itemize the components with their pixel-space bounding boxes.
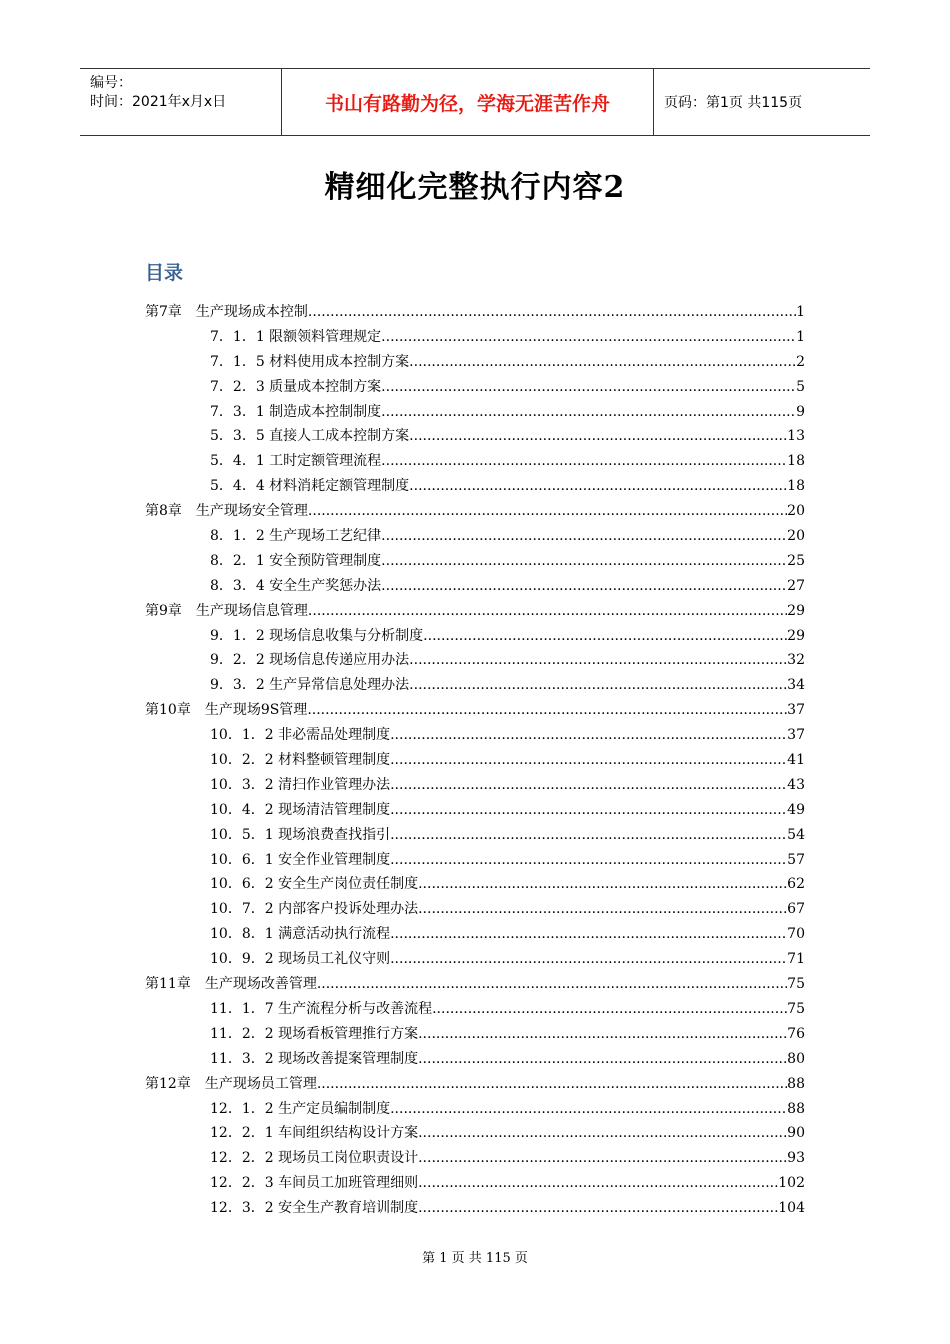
toc-leader-dots xyxy=(381,400,796,425)
toc-section-entry[interactable] xyxy=(145,872,805,897)
toc-leader-dots xyxy=(390,748,787,773)
toc-chapter-entry[interactable] xyxy=(145,698,805,723)
toc-page-number: 104 xyxy=(778,1200,805,1217)
toc-section-entry[interactable] xyxy=(145,848,805,873)
toc-page-number: 62 xyxy=(787,876,805,893)
toc-page-number: 67 xyxy=(787,901,805,918)
toc-page-number: 34 xyxy=(787,677,805,694)
toc-section-entry[interactable] xyxy=(145,922,805,947)
toc-leader-dots xyxy=(381,574,787,599)
toc-page-number: 57 xyxy=(787,851,805,868)
toc-entry-title: 10．5．1 现场浪费查找指引 xyxy=(210,826,391,843)
toc-entry-title: 12．2．2 现场员工岗位职责设计 xyxy=(210,1150,419,1167)
toc-section-entry[interactable] xyxy=(145,1196,805,1221)
toc-entry-title: 第12章 生产现场员工管理 xyxy=(145,1075,317,1092)
toc-entry-title: 10．6．1 安全作业管理制度 xyxy=(210,851,391,868)
toc-leader-dots xyxy=(423,624,787,649)
toc-leader-dots xyxy=(308,300,796,325)
toc-entry-title: 11．3．2 现场改善提案管理制度 xyxy=(210,1050,419,1067)
page-footer: 第 1 页 共 115 页 xyxy=(422,1251,528,1266)
toc-leader-dots xyxy=(390,723,787,748)
toc-page-number: 20 xyxy=(787,528,805,545)
toc-entry-title: 11．1．7 生产流程分析与改善流程 xyxy=(210,1000,433,1017)
toc-leader-dots xyxy=(418,897,787,922)
toc-page-number: 18 xyxy=(787,478,805,495)
toc-page-number: 93 xyxy=(787,1150,805,1167)
toc-section-entry[interactable] xyxy=(145,350,805,375)
toc-page-number: 70 xyxy=(787,926,805,943)
toc-section-entry[interactable] xyxy=(145,1146,805,1171)
toc-chapter-entry[interactable] xyxy=(145,599,805,624)
toc-leader-dots xyxy=(381,325,796,350)
toc-chapter-entry[interactable] xyxy=(145,1072,805,1097)
toc-section-entry[interactable] xyxy=(145,1121,805,1146)
toc-page-number: 37 xyxy=(787,702,805,719)
toc-entry-title: 8．2．1 安全预防管理制度 xyxy=(210,552,382,569)
toc-section-entry[interactable] xyxy=(145,673,805,698)
toc-section-entry[interactable] xyxy=(145,1047,805,1072)
toc-section-entry[interactable] xyxy=(145,449,805,474)
toc-section-entry[interactable] xyxy=(145,1097,805,1122)
toc-entry-title: 8．3．4 安全生产奖惩办法 xyxy=(210,577,382,594)
toc-page-number: 71 xyxy=(787,951,805,968)
toc-section-entry[interactable] xyxy=(145,474,805,499)
toc-leader-dots xyxy=(317,972,787,997)
toc-section-entry[interactable] xyxy=(145,773,805,798)
toc-section-entry[interactable] xyxy=(145,1171,805,1196)
toc-chapter-entry[interactable] xyxy=(145,972,805,997)
toc-page-number: 20 xyxy=(787,503,805,520)
toc-page-number: 1 xyxy=(796,328,805,345)
toc-chapter-entry[interactable] xyxy=(145,300,805,325)
toc-entry-title: 第11章 生产现场改善管理 xyxy=(145,976,317,993)
toc-section-entry[interactable] xyxy=(145,897,805,922)
toc-leader-dots xyxy=(381,375,796,400)
toc-leader-dots xyxy=(381,449,787,474)
toc-entry-title: 第10章 生产现场9S管理 xyxy=(145,702,308,719)
toc-section-entry[interactable] xyxy=(145,549,805,574)
toc-leader-dots xyxy=(390,798,787,823)
toc-entry-title: 10．3．2 清扫作业管理办法 xyxy=(210,776,391,793)
toc-leader-dots xyxy=(390,773,787,798)
header-meta xyxy=(80,69,282,135)
toc-leader-dots xyxy=(418,1146,787,1171)
toc-page-number: 75 xyxy=(787,976,805,993)
toc-page-number: 29 xyxy=(787,627,805,644)
toc-section-entry[interactable] xyxy=(145,400,805,425)
toc-section-entry[interactable] xyxy=(145,748,805,773)
toc-leader-dots xyxy=(418,1121,787,1146)
toc-entry-title: 7．2．3 质量成本控制方案 xyxy=(210,378,382,395)
toc-leader-dots xyxy=(308,499,787,524)
toc-section-entry[interactable] xyxy=(145,624,805,649)
toc-leader-dots xyxy=(381,524,787,549)
toc-entry-title: 10．1．2 非必需品处理制度 xyxy=(210,727,391,744)
header-page-info: 页码：第1页 共115页 xyxy=(664,95,803,111)
toc-entry-title: 7．1．5 材料使用成本控制方案 xyxy=(210,353,410,370)
toc-leader-dots xyxy=(381,549,787,574)
toc-leader-dots xyxy=(390,947,787,972)
toc-entry-title: 5．3．5 直接人工成本控制方案 xyxy=(210,428,410,445)
toc-entry-title: 10．9．2 现场员工礼仪守则 xyxy=(210,951,391,968)
toc-section-entry[interactable] xyxy=(145,648,805,673)
toc-page-number: 25 xyxy=(787,552,805,569)
toc-leader-dots xyxy=(409,673,787,698)
toc-entry-title: 12．1．2 生产定员编制制度 xyxy=(210,1100,391,1117)
toc-leader-dots xyxy=(317,1072,787,1097)
number-label: 编号： xyxy=(90,75,132,91)
toc-leader-dots xyxy=(307,698,787,723)
toc-leader-dots xyxy=(409,350,796,375)
toc-page-number: 29 xyxy=(787,602,805,619)
toc-section-entry[interactable] xyxy=(145,325,805,350)
toc-entry-title: 9．2．2 现场信息传递应用办法 xyxy=(210,652,410,669)
toc-page-number: 37 xyxy=(787,727,805,744)
toc-entry-title: 10．8．1 满意活动执行流程 xyxy=(210,926,391,943)
toc-page-number: 1 xyxy=(796,304,805,320)
toc-entry-title: 10．2．2 材料整顿管理制度 xyxy=(210,752,391,769)
toc-section-entry[interactable] xyxy=(145,723,805,748)
toc-page-number: 13 xyxy=(787,428,805,445)
toc-leader-dots xyxy=(409,474,787,499)
toc-leader-dots xyxy=(418,1022,787,1047)
toc-entry-title: 第9章 生产现场信息管理 xyxy=(145,602,308,619)
toc-page-number: 27 xyxy=(787,577,805,594)
toc-page-number: 90 xyxy=(787,1125,805,1142)
toc-page-number: 41 xyxy=(787,752,805,769)
document-title: 精细化完整执行内容2 xyxy=(324,170,626,205)
toc-entry-title: 9．1．2 现场信息收集与分析制度 xyxy=(210,627,424,644)
toc-leader-dots xyxy=(432,997,787,1022)
toc-page-number: 80 xyxy=(787,1050,805,1067)
toc-leader-dots xyxy=(418,872,787,897)
toc-page-number: 54 xyxy=(787,826,805,843)
toc-section-entry[interactable] xyxy=(145,574,805,599)
toc-entry-title: 7．1．1 限额领料管理规定 xyxy=(210,328,382,345)
toc-entry-title: 7．3．1 制造成本控制制度 xyxy=(210,403,382,420)
toc-leader-dots xyxy=(390,922,787,947)
toc-leader-dots xyxy=(390,1097,787,1122)
toc-leader-dots xyxy=(409,648,787,673)
toc-entry-title: 9．3．2 生产异常信息处理办法 xyxy=(210,677,410,694)
toc-section-entry[interactable] xyxy=(145,424,805,449)
toc-leader-dots xyxy=(418,1196,778,1221)
toc-leader-dots xyxy=(418,1171,778,1196)
toc-page-number: 5 xyxy=(796,378,805,395)
toc-entry-title: 5．4．4 材料消耗定额管理制度 xyxy=(210,478,410,495)
toc-section-entry[interactable] xyxy=(145,798,805,823)
toc-leader-dots xyxy=(390,848,787,873)
toc-leader-dots xyxy=(390,823,787,848)
toc-section-entry[interactable] xyxy=(145,947,805,972)
toc-heading: 目录 xyxy=(145,262,184,284)
toc-page-number: 102 xyxy=(778,1175,805,1192)
header-motto: 书山有路勤为径，学海无涯苦作舟 xyxy=(282,69,654,135)
toc-entry-title: 12．2．3 车间员工加班管理细则 xyxy=(210,1175,419,1192)
toc-entry-title: 第8章 生产现场安全管理 xyxy=(145,503,308,520)
toc-entry-title: 10．7．2 内部客户投诉处理办法 xyxy=(210,901,419,918)
toc-page-number: 32 xyxy=(787,652,805,669)
toc-leader-dots xyxy=(409,424,787,449)
toc-entry-title: 5．4．1 工时定额管理流程 xyxy=(210,453,382,470)
toc-leader-dots xyxy=(308,599,787,624)
toc-page-number: 75 xyxy=(787,1000,805,1017)
toc-page-number: 76 xyxy=(787,1025,805,1042)
toc-entry-title: 12．3．2 安全生产教育培训制度 xyxy=(210,1200,419,1217)
toc-page-number: 88 xyxy=(787,1100,805,1117)
toc-page-number: 18 xyxy=(787,453,805,470)
toc-page-number: 43 xyxy=(787,776,805,793)
toc-entry-title: 11．2．2 现场看板管理推行方案 xyxy=(210,1025,419,1042)
page-header xyxy=(80,68,870,136)
toc-entry-title: 第7章 生产现场成本控制 xyxy=(145,304,308,320)
toc-entry-title: 12．2．1 车间组织结构设计方案 xyxy=(210,1125,419,1142)
date-label: 时间：2021年x月x日 xyxy=(90,94,227,110)
toc-entry-title: 8．1．2 生产现场工艺纪律 xyxy=(210,528,382,545)
toc-page-number: 9 xyxy=(796,403,805,420)
toc-entry-title: 10．4．2 现场清洁管理制度 xyxy=(210,801,391,818)
table-of-contents xyxy=(145,300,805,1221)
toc-chapter-entry[interactable] xyxy=(145,499,805,524)
toc-section-entry[interactable] xyxy=(145,997,805,1022)
toc-page-number: 88 xyxy=(787,1075,805,1092)
toc-page-number: 49 xyxy=(787,801,805,818)
toc-page-number: 2 xyxy=(796,353,805,370)
toc-section-entry[interactable] xyxy=(145,1022,805,1047)
toc-entry-title: 10．6．2 安全生产岗位责任制度 xyxy=(210,876,419,893)
toc-section-entry[interactable] xyxy=(145,375,805,400)
toc-leader-dots xyxy=(418,1047,787,1072)
toc-section-entry[interactable] xyxy=(145,524,805,549)
toc-section-entry[interactable] xyxy=(145,823,805,848)
